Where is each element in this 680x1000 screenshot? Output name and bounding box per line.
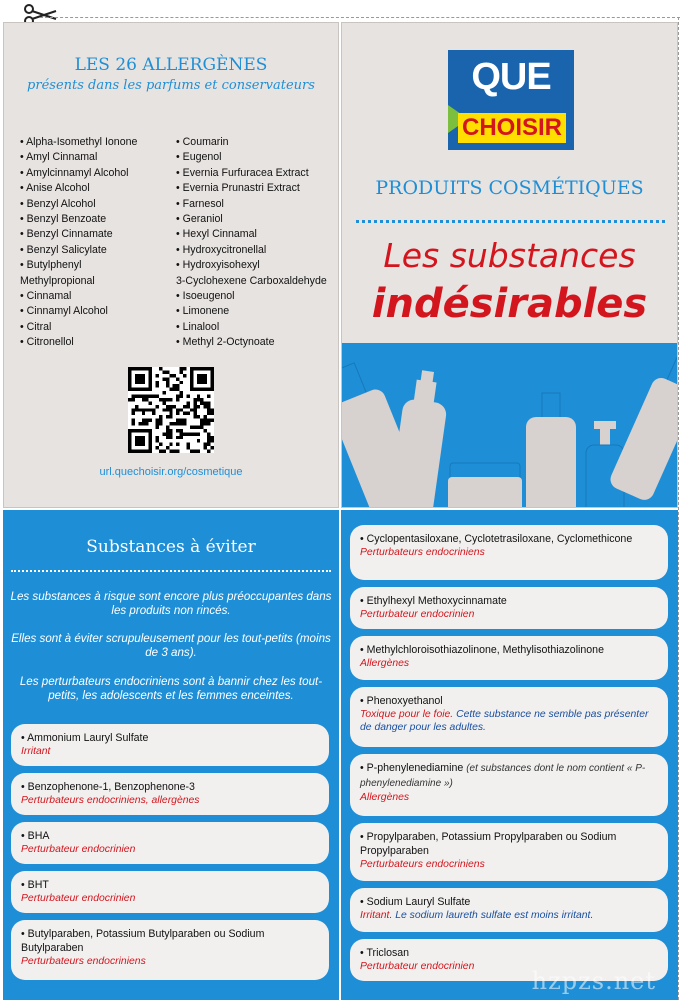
substance-note: (et substances dont le nom contient « P-phenylenediamine ») (360, 763, 646, 789)
substance-name-text: Benzophenone-1, Benzophenone-3 (27, 781, 195, 793)
que-choisir-logo (448, 50, 574, 150)
substance-card (350, 587, 668, 629)
allergen-item: • Benzyl Alcohol (20, 197, 96, 210)
substance-card (350, 888, 668, 932)
category-heading: PRODUITS COSMÉTIQUES (375, 177, 644, 199)
risk-label: Perturbateurs endocriniens (360, 547, 485, 558)
substance-description (360, 546, 658, 559)
substance-card (11, 871, 329, 913)
substance-card (11, 822, 329, 864)
risk-label: Toxique pour le foie. (360, 709, 454, 720)
logo-choisir-text: CHOISIR (458, 113, 566, 143)
risk-label: Perturbateurs endocriniens, allergènes (21, 795, 200, 806)
substance-description (360, 791, 658, 804)
allergen-item: • Benzyl Benzoate (20, 213, 107, 226)
cosmetic-bottles-illustration (342, 343, 678, 508)
intro-paragraph: Les perturbateurs endocriniens sont à bannir chez les tout-petits, les adolescents et les femmes enceintes. (19, 675, 323, 702)
risk-label: Allergènes (360, 792, 410, 803)
allergen-item: • Cinnamyl Alcohol (20, 305, 108, 318)
substance-name-text: BHT (27, 879, 49, 891)
risk-note: Cette substance ne semble pas présenter de danger pour les adultes. (360, 709, 649, 733)
allergen-item: • Isoeugenol (176, 290, 235, 303)
avoid-panel-right (341, 510, 678, 1000)
substance-name (21, 927, 319, 955)
risk-label: Allergènes (360, 658, 410, 669)
cover-panel (341, 22, 678, 508)
substance-name (21, 731, 319, 745)
substance-name (360, 694, 658, 708)
substance-card (11, 773, 329, 815)
substance-name-text: Ethylhexyl Methoxycinnamate (366, 595, 507, 607)
allergens-list-col1 (20, 135, 178, 351)
substance-description (360, 608, 658, 621)
dotted-divider-white (11, 570, 331, 572)
allergen-item: • Linalool (176, 320, 220, 333)
allergen-item: • Evernia Furfuracea Extract (176, 166, 309, 179)
allergen-item: • Methyl 2-Octynoate (176, 336, 275, 349)
substance-name (21, 829, 319, 843)
substance-name-text: BHA (27, 830, 50, 842)
substance-name (21, 878, 319, 892)
allergen-item: • Amyl Cinnamal (20, 151, 98, 164)
avoid-title: Substances à éviter (86, 537, 256, 557)
allergen-item: • Anise Alcohol (20, 182, 90, 195)
substance-name (360, 643, 658, 657)
allergen-item: • Citronellol (20, 336, 74, 349)
avoid-panel-left (3, 510, 339, 1000)
logo-que-text: QUE (471, 56, 551, 98)
substance-description (21, 745, 319, 758)
substance-name-text: P-phenylenediamine (366, 762, 464, 774)
allergen-item: • Benzyl Salicylate (20, 243, 107, 256)
risk-label: Perturbateur endocrinien (21, 893, 136, 904)
risk-label: Perturbateur endocrinien (360, 609, 475, 620)
allergen-item: • Cinnamal (20, 290, 72, 303)
allergen-item: • Citral (20, 320, 52, 333)
risk-label: Perturbateur endocrinien (360, 961, 475, 972)
substance-name-text: Triclosan (366, 947, 410, 959)
allergens-list-col2 (176, 135, 340, 351)
substance-description (21, 892, 319, 905)
cover-title-line2: indésirables (371, 281, 648, 327)
substance-name (360, 946, 658, 960)
cosmetique-link[interactable]: url.quechoisir.org/cosmetique (99, 466, 243, 478)
substance-name (360, 532, 658, 546)
allergen-item: • Limonene (176, 305, 230, 318)
allergens-panel (3, 22, 339, 508)
substance-name-text: Propylparaben, Potassium Propylparaben ou Sodium Propylparaben (360, 831, 617, 857)
allergen-item: • Farnesol (176, 197, 224, 210)
substance-name (21, 780, 319, 794)
allergen-item: 3-Cyclohexene Carboxaldehyde (176, 274, 327, 287)
substance-name-text: Cyclopentasiloxane, Cyclotetrasiloxane, Cyclomethicone (366, 533, 633, 545)
risk-label: Irritant (21, 746, 51, 757)
substance-description (21, 794, 319, 807)
allergen-item: • Hydroxyisohexyl (176, 259, 260, 272)
cover-title-line1: Les substances (383, 236, 636, 275)
substance-name (360, 830, 658, 858)
substance-name (360, 895, 658, 909)
substance-description (360, 909, 658, 922)
allergen-item: • Amylcinnamyl Alcohol (20, 166, 129, 179)
risk-label: Irritant. (360, 910, 393, 921)
substance-card (350, 687, 668, 747)
risk-label: Perturbateurs endocriniens (360, 859, 485, 870)
substance-description (21, 843, 319, 856)
substance-card (350, 754, 668, 816)
substance-description (21, 955, 319, 968)
dotted-divider (356, 220, 665, 223)
substance-description (360, 708, 658, 734)
allergen-item: • Geraniol (176, 213, 223, 226)
allergens-subtitle: présents dans les parfums et conservateurs (27, 78, 315, 93)
allergen-item: • Benzyl Cinnamate (20, 228, 113, 241)
allergen-item: • Eugenol (176, 151, 222, 164)
substance-name-text: Butylparaben, Potassium Butylparaben ou Sodium Butylparaben (21, 928, 265, 954)
allergen-item: • Hydroxycitronellal (176, 243, 267, 256)
allergen-item: • Evernia Prunastri Extract (176, 182, 300, 195)
allergen-item: • Hexyl Cinnamal (176, 228, 257, 241)
allergen-item: Methylpropional (20, 274, 95, 287)
substance-card (350, 823, 668, 881)
risk-note: Le sodium laureth sulfate est moins irritant. (395, 910, 594, 921)
intro-paragraph: Elles sont à éviter scrupuleusement pour les tout-petits (moins de 3 ans). (11, 632, 331, 659)
substance-description (360, 858, 658, 871)
substance-name-text: Ammonium Lauryl Sulfate (27, 732, 149, 744)
substance-description (360, 657, 658, 670)
substance-name (360, 594, 658, 608)
cut-line-side (678, 17, 679, 1000)
intro-paragraph: Les substances à risque sont encore plus préoccupantes dans les produits non rincés. (10, 590, 332, 617)
allergens-title: LES 26 ALLERGÈNES (74, 55, 268, 75)
allergen-item: • Butylphenyl (20, 259, 82, 272)
substance-card (11, 724, 329, 766)
substance-card (350, 525, 668, 580)
substance-name-text: Phenoxyethanol (366, 695, 443, 707)
risk-label: Perturbateur endocrinien (21, 844, 136, 855)
substance-card (11, 920, 329, 980)
substance-name (360, 761, 658, 791)
allergen-item: • Alpha-Isomethyl Ionone (20, 136, 138, 148)
risk-label: Perturbateurs endocriniens (21, 956, 146, 967)
qr-code[interactable] (128, 367, 214, 453)
watermark: hzpzs.net (531, 967, 656, 995)
substance-name-text: Sodium Lauryl Sulfate (366, 896, 471, 908)
substance-name-text: Methylchloroisothiazolinone, Methylisothiazolinone (366, 644, 604, 656)
substance-card (350, 636, 668, 680)
allergen-item: • Coumarin (176, 136, 229, 148)
cut-line (40, 17, 680, 18)
